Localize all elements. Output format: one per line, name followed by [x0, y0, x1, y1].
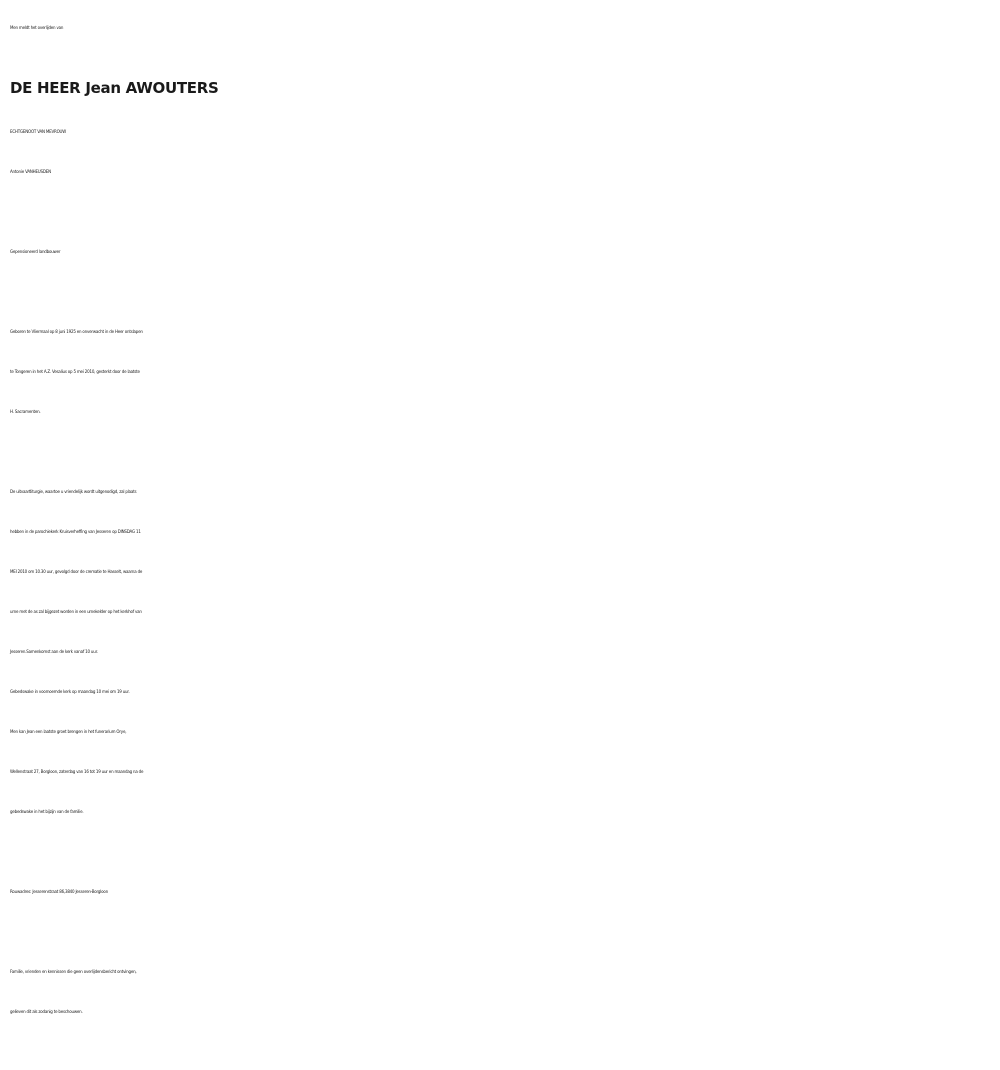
spouse-name: Antonie VANHEUSDEN [10, 169, 51, 174]
spacer [10, 432, 990, 472]
paragraph-line: Men kan Jean een laatste groet brengen in het funerarium Orye, [10, 729, 127, 734]
paragraph-line: MEI 2010 om 10.30 uur, gevolgd door de crematie te Hasselt, waarna de [10, 569, 143, 574]
closing-paragraph [10, 952, 990, 1032]
paragraph-line: H. Sacramenten. [10, 409, 41, 414]
spacer [10, 272, 990, 312]
paragraph-line: urne met de as zal bijgezet worden in een urnekelder op het kerkhof van [10, 609, 142, 614]
death-notice [10, 8, 990, 1032]
paragraph-line: Wellenstraat 27, Borgloon, zaterdag van 16 tot 19 uur en maandag na de [10, 769, 144, 774]
occupation-text: Gepensioneerd landbouwer [10, 249, 61, 254]
paragraph-line: gebedswake in het bijzijn van de familie. [10, 809, 84, 814]
deceased-name: DE HEER Jean AWOUTERS [10, 79, 219, 97]
spacer [10, 48, 990, 64]
funeral-paragraph [10, 472, 990, 832]
paragraph-line: Gebedswake in voornoemde kerk op maandag 10 mei om 19 uur. [10, 689, 130, 694]
intro-text: Men meldt het overlijden van [10, 25, 64, 30]
paragraph-line: te Tongeren in het A.Z. Vesalius op 5 mei 2010, gesterkt door de laatste [10, 369, 140, 374]
paragraph-line: hebben in de parochiekerk Kruisverheffing van Jesseren op DINSDAG 11 [10, 529, 141, 534]
paragraph-line: Familie, vrienden en kennissen die geen overlijdensbericht ontvingen, [10, 969, 137, 974]
birth-death-paragraph [10, 312, 990, 432]
paragraph-line: De uitvaartliturgie, waartoe u vriendelijk wordt uitgenodigd, zal plaats [10, 489, 137, 494]
spacer [10, 192, 990, 232]
mourning-address: Rouwadres: Jesserenstraat 86,3840 Jesseren-Borgloon [10, 889, 109, 894]
spacer [10, 912, 990, 952]
paragraph-line: Jesseren.Samenkomst aan de kerk vanaf 10 uur. [10, 649, 98, 654]
spacer [10, 832, 990, 872]
paragraph-line: gelieven dit als zodanig te beschouwen. [10, 1009, 83, 1014]
paragraph-line: Geboren te Vliermaal op 8 juni 1925 en onverwacht in de Heer ontslapen [10, 329, 143, 334]
spouse-line: ECHTGENOOT VAN MEVROUW [10, 129, 67, 134]
